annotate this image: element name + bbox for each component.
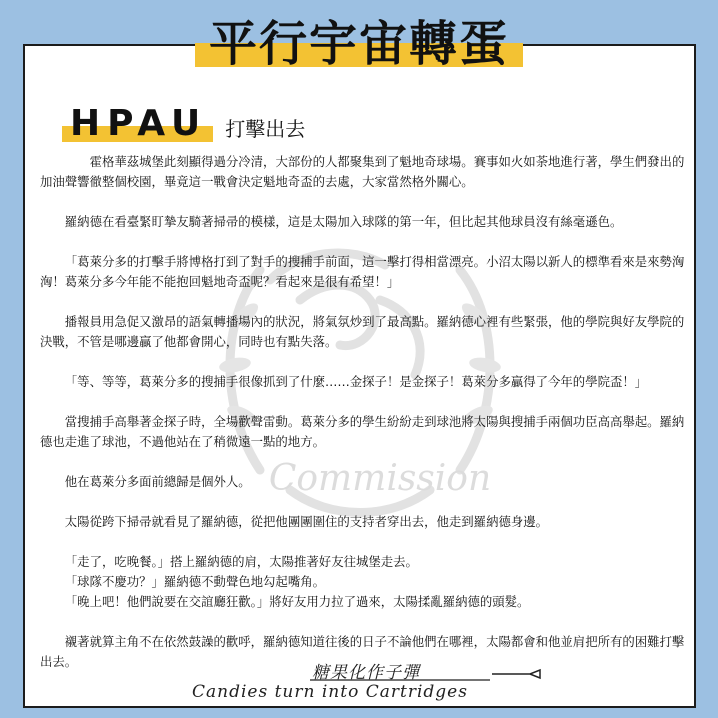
paragraph-4: 播報員用急促又激昂的語氣轉播場內的狀況，將氣氛炒到了最高點。羅納德心裡有些緊張，他的學院與好友學院的決戰，不管是哪邊贏了他都會開心，同時也有點失落。 bbox=[40, 314, 685, 349]
dialogue-line-3: 「晚上吧！他們說要在交誼廳狂歡。」將好友用力拉了過來，太陽揉亂羅納德的頭髮。 bbox=[64, 594, 530, 609]
paragraph-5: 「等、等等，葛萊分多的搜捕手很像抓到了什麼……金探子！是金探子！葛萊分多贏得了今年的學院盃！」 bbox=[64, 374, 648, 389]
signature: 糖果化作子彈 bbox=[312, 663, 420, 683]
footer-signature bbox=[192, 650, 552, 710]
story-body bbox=[40, 152, 685, 672]
heading-subtitle: 打擊出去 bbox=[225, 117, 306, 141]
dialogue-block bbox=[40, 552, 685, 612]
tagline: Candies turn into Cartridges bbox=[192, 682, 468, 702]
page-title-text: 平行宇宙轉蛋 bbox=[195, 14, 523, 74]
dialogue-line-1: 「走了，吃晚餐。」搭上羅納德的肩，太陽推著好友往城堡走去。 bbox=[64, 554, 418, 569]
paragraph-2: 羅納德在看臺緊盯摯友騎著掃帚的模樣，這是太陽加入球隊的第一年，但比起其他球員沒有絲毫遜色。 bbox=[64, 214, 623, 229]
section-heading bbox=[62, 104, 305, 144]
paragraph-8: 太陽從跨下掃帚就看見了羅納德，從把他團團圍住的支持者穿出去，他走到羅納德身邊。 bbox=[64, 514, 549, 529]
paragraph-6: 當搜捕手高舉著金探子時，全場歡聲雷動。葛萊分多的學生紛紛走到球池將太陽與搜捕手兩個功臣高高舉起。羅納德也走進了球池，不過他站在了稍微遠一點的地方。 bbox=[40, 414, 685, 449]
dialogue-line-2: 「球隊不慶功？」羅納德不動聲色地勾起嘴角。 bbox=[64, 574, 325, 589]
page-title bbox=[0, 14, 718, 74]
watermark-text: Commission bbox=[268, 458, 492, 499]
paragraph-10: 襯著就算主角不在依然鼓譟的歡呼，羅納德知道往後的日子不論他們在哪裡，太陽都會和他並肩把所有的困難打擊出去。 bbox=[40, 634, 685, 669]
paragraph-3: 「葛萊分多的打擊手將博格打到了對手的搜捕手前面，這一擊打得相當漂亮。小沼太陽以新人的標準看來是來勢洶洶！葛萊分多今年能不能抱回魁地奇盃呢？看起來是很有希望！」 bbox=[40, 254, 685, 289]
paragraph-1: 霍格華茲城堡此刻顯得過分冷清，大部份的人都聚集到了魁地奇球場。賽事如火如荼地進行著，學生們發出的加油聲響徹整個校園，畢竟這一戰會決定魁地奇盃的去處，大家當然格外關心。 bbox=[40, 154, 685, 189]
heading-main: HPAU bbox=[62, 104, 213, 144]
pen-nib-icon bbox=[492, 668, 542, 680]
paragraph-7: 他在葛萊分多面前總歸是個外人。 bbox=[64, 474, 251, 489]
